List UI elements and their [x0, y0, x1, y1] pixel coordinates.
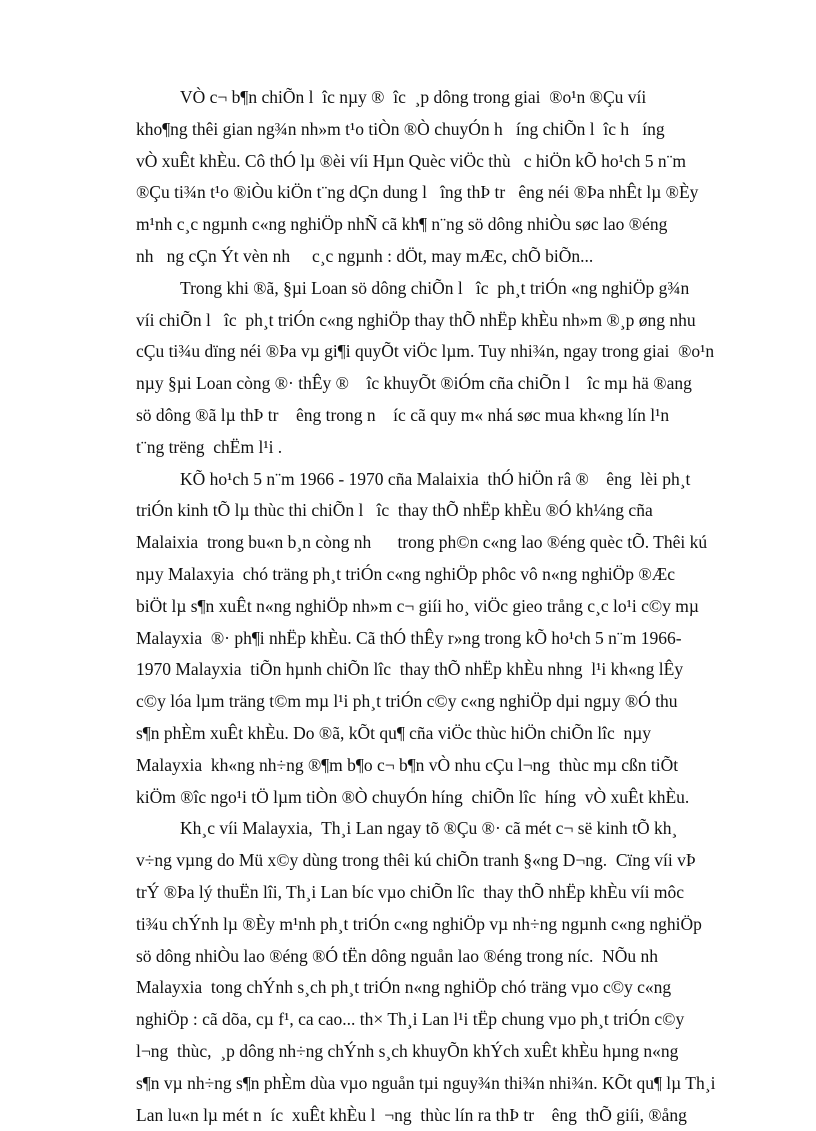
document-body — [136, 82, 760, 1131]
text-line: l¬ng thùc, ¸p dông nh÷ng chÝnh s¸ch khuyÕn khÝch xuÊt khÈu hµng n«ng — [136, 1036, 760, 1068]
text-line: sö dông ®ã lµ thÞ tr êng trong n íc cã quy m« nhá søc mua kh«ng lín l¹n — [136, 400, 760, 432]
text-line: Malayxia ®· ph¶i nhËp khÈu. Cã thÓ thÊy r»ng trong kÕ ho¹ch 5 n¨m 1966- — [136, 623, 760, 655]
text-line: 1970 Malayxia tiÕn hµnh chiÕn lîc thay thÕ nhËp khÈu nhng l¹i kh«ng lÊy — [136, 654, 760, 686]
text-line: Lan lu«n lµ mét n íc xuÊt khÈu l ¬ng thùc lín ra thÞ tr êng thÕ giíi, ®ång — [136, 1100, 760, 1131]
text-line: Kh¸c víi Malayxia, Th¸i Lan ngay tõ ®Çu ®· cã mét c¬ së kinh tÕ kh¸ — [136, 813, 760, 845]
text-line: ti¾u chÝnh lµ ®Èy m¹nh ph¸t triÓn c«ng nghiÖp vµ nh÷ng ngµnh c«ng nghiÖp — [136, 909, 760, 941]
text-line: sö dông nhiÒu lao ®éng ®Ó tËn dông nguån lao ®éng trong níc. NÕu nh — [136, 941, 760, 973]
text-line: nµy Malaxyia chó träng ph¸t triÓn c«ng nghiÖp phôc vô n«ng nghiÖp ®Æc — [136, 559, 760, 591]
text-line: triÓn kinh tÕ lµ thùc thi chiÕn l îc thay thÕ nhËp khÈu ®Ó kh¼ng cña — [136, 495, 760, 527]
text-line: t¨ng trëng chËm l¹i . — [136, 432, 760, 464]
text-line: Trong khi ®ã, §µi Loan sö dông chiÕn l îc ph¸t triÓn «ng nghiÖp g¾n — [136, 273, 760, 305]
text-line: VÒ c¬ b¶n chiÕn l îc nµy ® îc ¸p dông trong giai ®o¹n ®Çu víi — [136, 82, 760, 114]
text-line: vÒ xuÊt khÈu. Cô thÓ lµ ®èi víi Hµn Quèc viÖc thù c hiÖn kÕ ho¹ch 5 n¨m — [136, 146, 760, 178]
text-line: víi chiÕn l îc ph¸t triÓn c«ng nghiÖp thay thÕ nhËp khÈu nh»m ®¸p øng nhu — [136, 305, 760, 337]
text-line: nµy §µi Loan còng ®· thÊy ® îc khuyÕt ®iÓm cña chiÕn l îc mµ hä ®ang — [136, 368, 760, 400]
text-line: nh ng cÇn Ýt vèn nh c¸c ngµnh : dÖt, may mÆc, chÕ biÕn... — [136, 241, 760, 273]
text-line: cÇu ti¾u dïng néi ®Þa vµ gi¶i quyÕt viÖc lµm. Tuy nhi¾n, ngay trong giai ®o¹n — [136, 336, 760, 368]
text-line: biÖt lµ s¶n xuÊt n«ng nghiÖp nh»m c¬ giíi ho¸ viÖc gieo trång c¸c lo¹i c©y mµ — [136, 591, 760, 623]
text-line: m¹nh c¸c ngµnh c«ng nghiÖp nhÑ cã kh¶ n¨ng sö dông nhiÒu søc lao ®éng — [136, 209, 760, 241]
text-line: kho¶ng thêi gian ng¾n nh»m t¹o tiÒn ®Ò chuyÓn h íng chiÕn l îc h íng — [136, 114, 760, 146]
text-line: nghiÖp : cã dõa, cµ f¹, ca cao... th× Th¸i Lan l¹i tËp chung vµo ph¸t triÓn c©y — [136, 1004, 760, 1036]
paragraph-2 — [136, 273, 760, 464]
text-line: kiÖm ®îc ngo¹i tÖ lµm tiÒn ®Ò chuyÓn híng chiÕn lîc híng vÒ xuÊt khÈu. — [136, 782, 760, 814]
text-line: Malaixia trong bu«n b¸n còng nh trong ph©n c«ng lao ®éng quèc tÕ. Thêi kú — [136, 527, 760, 559]
paragraph-3 — [136, 464, 760, 814]
paragraph-4 — [136, 813, 760, 1131]
text-line: Malayxia kh«ng nh÷ng ®¶m b¶o c¬ b¶n vÒ nhu cÇu l¬ng thùc mµ cßn tiÕt — [136, 750, 760, 782]
text-line: s¶n vµ nh÷ng s¶n phÈm dùa vµo nguån tµi nguy¾n thi¾n nhi¾n. KÕt qu¶ lµ Th¸i — [136, 1068, 760, 1100]
text-line: v÷ng vµng do Mü x©y dùng trong thêi kú chiÕn tranh §«ng D¬ng. Cïng víi vÞ — [136, 845, 760, 877]
text-line: KÕ ho¹ch 5 n¨m 1966 - 1970 cña Malaixia thÓ hiÖn râ ® êng lèi ph¸t — [136, 464, 760, 496]
paragraph-1 — [136, 82, 760, 273]
text-line: ®Çu ti¾n t¹o ®iÒu kiÖn t¨ng dÇn dung l îng thÞ tr êng néi ®Þa nhÊt lµ ®Èy — [136, 177, 760, 209]
text-line: s¶n phÈm xuÊt khÈu. Do ®ã, kÕt qu¶ cña viÖc thùc hiÖn chiÕn lîc nµy — [136, 718, 760, 750]
text-line: Malayxia tong chÝnh s¸ch ph¸t triÓn n«ng nghiÖp chó träng vµo c©y c«ng — [136, 972, 760, 1004]
text-line: trÝ ®Þa lý thuËn lîi, Th¸i Lan bíc vµo chiÕn lîc thay thÕ nhËp khÈu víi môc — [136, 877, 760, 909]
text-line: c©y lóa lµm träng t©m mµ l¹i ph¸t triÓn c©y c«ng nghiÖp dµi ngµy ®Ó thu — [136, 686, 760, 718]
